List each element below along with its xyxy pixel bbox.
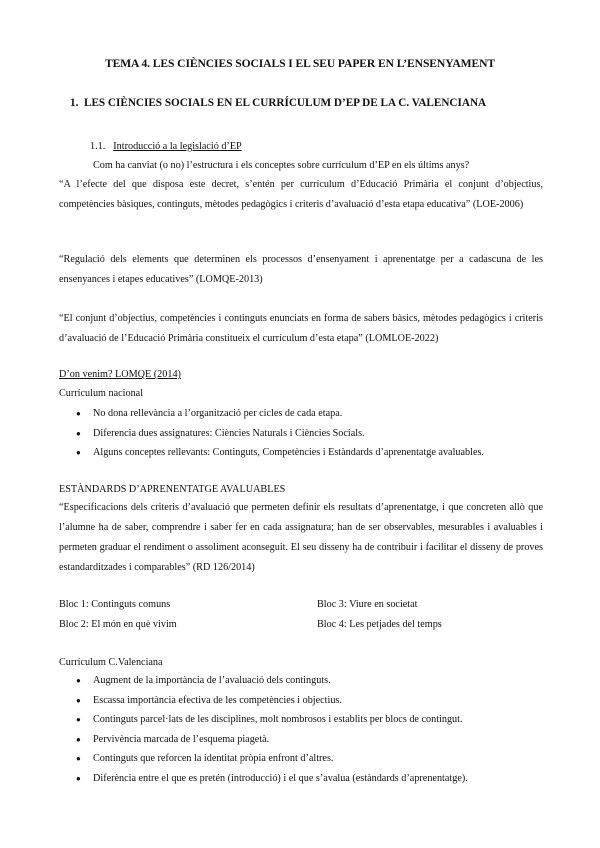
standards-heading: ESTÀNDARDS D’APRENENTATGE AVALUABLES (59, 484, 286, 495)
list-item: ● Continguts que reforcen la identitat pròpia enfront d’altres. (59, 749, 468, 769)
list-item: ● Pervivència marcada de l’esquema piagetà. (59, 730, 468, 750)
list-item: ● Diferencia dues assignatures: Ciències Naturals i Ciències Socials. (59, 424, 484, 444)
subsection-heading (90, 141, 242, 152)
lomqe-bullet-list (59, 404, 484, 463)
lomqe-heading: D’on venim? LOMQE (2014) (59, 369, 181, 380)
document-title: TEMA 4. LES CIÈNCIES SOCIALS I EL SEU PAPER EN L’ENSENYAMENT (104, 57, 496, 70)
section-title: LES CIÈNCIES SOCIALS EN EL CURRÍCULUM D’EP DE LA C. VALENCIANA (83, 97, 487, 109)
subsection-title: Introducció a la legislació d’EP (113, 141, 242, 152)
quote-loe: “A l’efecte del que disposa este decret, s’entén per currículum d’Educació Primària el conjunt d’objectius, competències bàsiques, continguts, mètodes pedagògics i criteris d’avaluació d’esta etapa educativa” (LOE-2006) (59, 179, 543, 210)
intro-question: Com ha canviat (o no) l’estructura i els conceptes sobre currículum d’EP en els últims anys? (93, 160, 470, 171)
bloc-4: Bloc 4: Les petjades del temps (317, 619, 442, 630)
subsection-number: 1.1. (90, 141, 106, 152)
bloc-1: Bloc 1: Continguts comuns (59, 599, 171, 610)
list-item: ● Augment de la importància de l’avaluació dels continguts. (59, 671, 468, 691)
quote-lomloe: “El conjunt d’objectius, competències i continguts enunciats en forma de sabers bàsics, mètodes pedagògics i criteris d’avaluació de l’Educació Primària constitueix el currículum d’esta etapa” (LOMLOE-2022) (59, 313, 543, 344)
valenciana-bullet-list (59, 671, 468, 788)
list-item: ● Diferència entre el que es pretén (introducció) i el que s’avalua (estàndards d’aprenentatge). (59, 769, 468, 789)
list-item: ● No dona rellevància a l’organització per cicles de cada etapa. (59, 404, 484, 424)
list-item: ● Alguns conceptes rellevants: Continguts, Competències i Estàndards d’aprenentatge avaluables. (59, 443, 484, 463)
quote-lomqe: “Regulació dels elements que determinen els processos d’ensenyament i aprenentatge per a cadascuna de les ensenyances i etapes educatives” (LOMQE-2013) (59, 254, 543, 285)
lomqe-subheading: Currículum nacional (59, 388, 144, 399)
section-number: 1. (70, 97, 79, 109)
bloc-3: Bloc 3: Viure en societat (317, 599, 418, 610)
section-heading (70, 97, 486, 109)
bloc-2: Bloc 2: El món en què vivim (59, 619, 177, 630)
valenciana-heading: Currículum C.Valenciana (59, 657, 163, 668)
standards-definition: “Especificacions dels criteris d’avaluació que permeten definir els resultats d’aprenentatge, i que concreten allò que l’alumne ha de saber, comprendre i saber fer en cada assignatura; han de ser observables, mesurables i avaluables i permeten graduar el rendiment o assoliment aconseguit. El seu disseny ha de contribuir i facilitar el disseny de proves estandarditzades i comparables” (RD 126/2014) (59, 502, 543, 573)
list-item: ● Escassa importància efectiva de les competències i objectius. (59, 691, 468, 711)
list-item: ● Continguts parcel·lats de les disciplines, molt nombrosos i establits per blocs de contingut. (59, 710, 468, 730)
